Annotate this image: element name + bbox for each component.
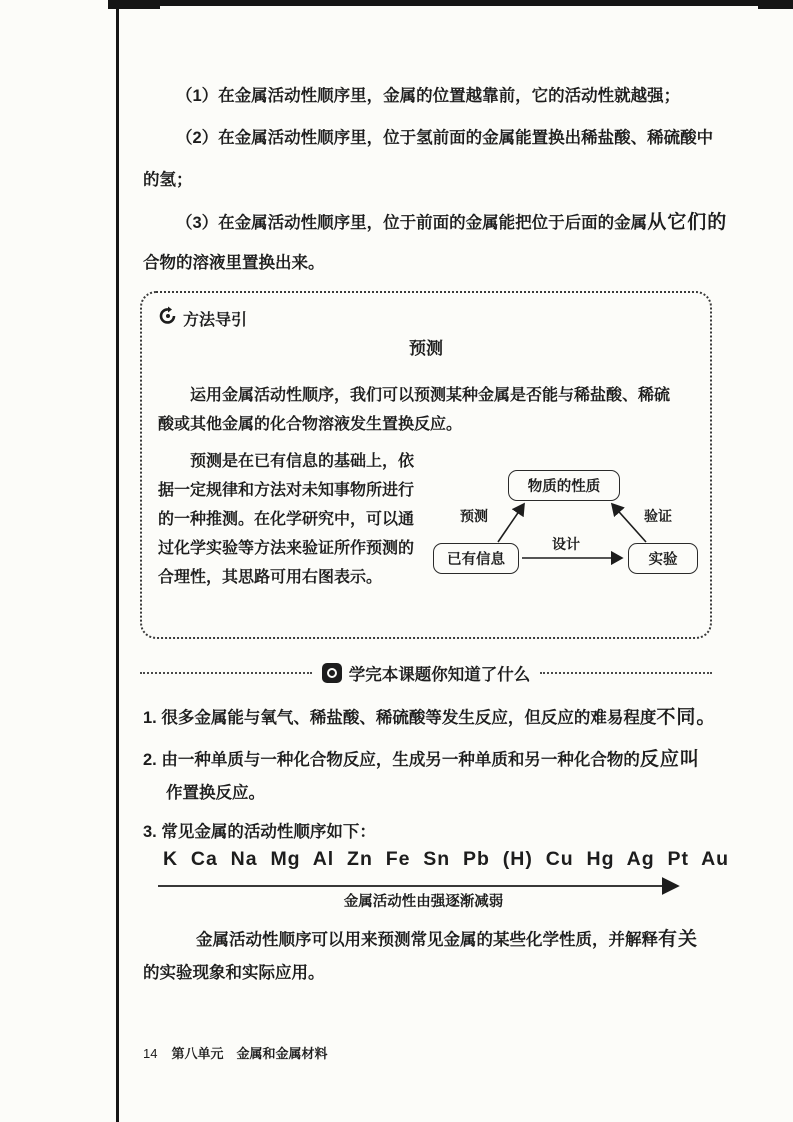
intro-point-3-line2: 合物的溶液里置换出来。 [143, 254, 325, 272]
method-para1-line2: 酸或其他金属的化合物溶液发生置换反应。 [158, 416, 463, 433]
separator-dots-right [540, 672, 712, 674]
intro-point-3-line1-text: （3）在金属活动性顺序里，位于前面的金属能把位于后面的金属 [176, 214, 648, 232]
intro-point-2-line2: 的氢； [143, 171, 193, 189]
closing-line2: 的实验现象和实际应用。 [143, 964, 325, 982]
separator-dots-left [140, 672, 312, 674]
diagram-edge-verify: 验证 [644, 508, 672, 524]
method-guide-icon [158, 306, 178, 331]
intro-point-3-line1 [176, 211, 727, 235]
summary-item-1-text: 1. 很多金属能与氧气、稀盐酸、稀硫酸等发生反应，但反应的难易程度 [143, 709, 657, 727]
diagram-node-known-info: 已有信息 [433, 543, 519, 574]
summary-item-3: 3. 常见金属的活动性顺序如下： [143, 823, 376, 841]
scan-left-edge [116, 0, 119, 1122]
closing-line1-emphasis: 有关 [658, 929, 699, 950]
summary-item-2-emphasis: 反应叫 [639, 749, 700, 770]
summary-item-1-emphasis: 不同。 [656, 707, 717, 728]
intro-point-1: （1）在金属活动性顺序里，金属的位置越靠前，它的活动性就越强； [176, 87, 681, 105]
metal-activity-series: K Ca Na Mg Al Zn Fe Sn Pb (H) Cu Hg Ag Pt Au [163, 848, 730, 870]
summary-header [312, 661, 541, 685]
summary-separator [140, 660, 712, 686]
chapter-title: 第八单元 金属和金属材料 [171, 1046, 328, 1061]
series-note: 金属活动性由强逐渐减弱 [343, 894, 504, 910]
method-para2-line1: 预测是在已有信息的基础上，依 [190, 453, 415, 470]
summary-item-2-line2: 作置换反应。 [166, 784, 265, 802]
scan-top-edge [110, 0, 793, 6]
summary-book-icon [322, 663, 342, 683]
intro-point-3-line1-emphasis: 从它们的 [647, 212, 728, 233]
intro-point-2-line1: （2）在金属活动性顺序里，位于氢前面的金属能置换出稀盐酸、稀硫酸中 [176, 129, 714, 147]
method-box-title: 预测 [409, 339, 443, 358]
diagram-edge-predict: 预测 [460, 508, 488, 524]
method-para1-line1: 运用金属活动性顺序，我们可以预测某种金属是否能与稀盐酸、稀硫 [190, 387, 671, 404]
method-para2-line2: 据一定规律和方法对未知事物所进行 [158, 482, 415, 499]
method-para2-line3: 的一种推测。在化学研究中，可以通 [158, 511, 415, 528]
summary-item-2-line1 [143, 748, 700, 772]
series-arrow [156, 878, 691, 894]
summary-header-text: 学完本课题你知道了什么 [348, 666, 531, 684]
method-para2-line5: 合理性，其思路可用右图表示。 [158, 569, 383, 586]
scan-top-right-mark [758, 0, 793, 9]
diagram-node-experiment: 实验 [628, 543, 698, 574]
method-guidance-label-text: 方法导引 [183, 312, 248, 329]
closing-line1-text: 金属活动性顺序可以用来预测常见金属的某些化学性质，并解释 [196, 931, 658, 949]
diagram-node-properties: 物质的性质 [508, 470, 620, 501]
summary-item-1 [143, 706, 716, 730]
method-para2-line4: 过化学实验等方法来验证所作预测的 [158, 540, 415, 557]
page-footer [143, 1043, 327, 1062]
summary-item-2-text: 2. 由一种单质与一种化合物反应，生成另一种单质和另一种化合物的 [143, 751, 640, 769]
page-number: 14 [143, 1046, 158, 1061]
method-guidance-label [158, 306, 247, 331]
diagram-edge-design: 设计 [552, 536, 580, 552]
closing-line1 [196, 928, 698, 952]
